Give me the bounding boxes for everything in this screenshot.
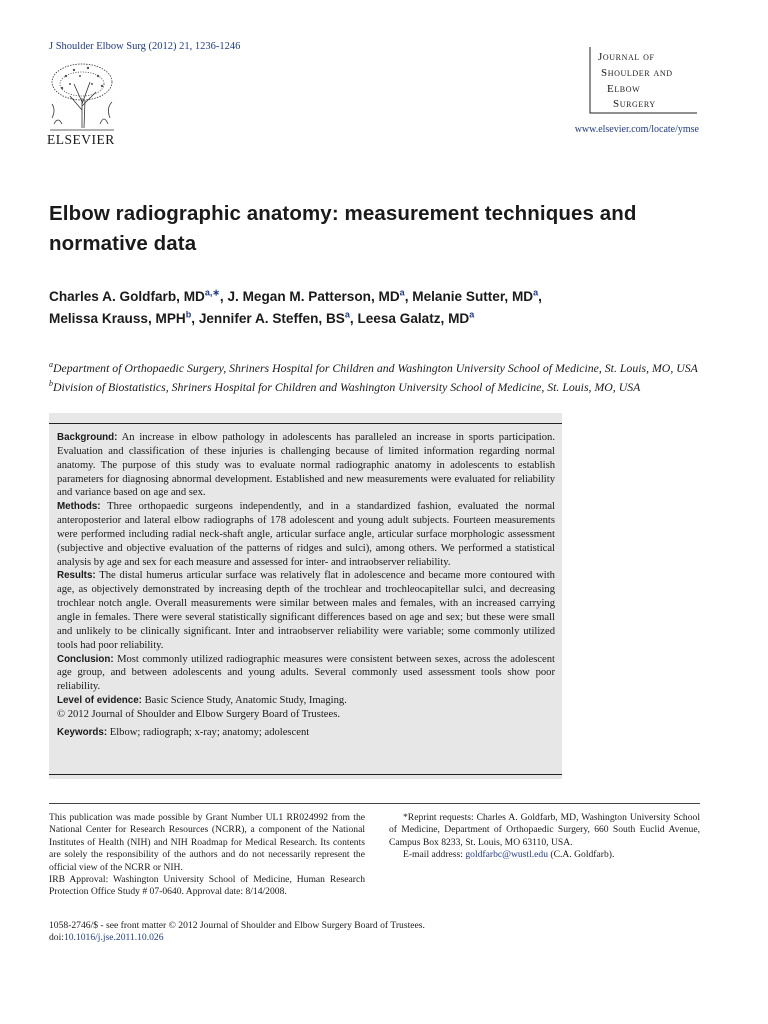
section-text: Elbow; radiograph; x-ray; anatomy; adolescent [109,726,310,738]
journal-logo-line-3: Elbow [607,83,641,95]
doi-label: doi: [49,932,64,944]
abstract-bottom-rule [49,774,562,775]
abstract-copyright: © 2012 Journal of Shoulder and Elbow Surgery Board of Trustees. [57,708,340,720]
section-text: Most commonly utilized radiographic measures were consistent between sexes, across the adolescent age group, and between adolescents and young adults. Several commonly used assessment tools show poor reliability. [57,653,555,693]
author-affiliation-marker[interactable]: b [185,309,192,320]
funding-note: This publication was made possible by Grant Number UL1 RR024992 from the National Center for Research Resources (NCRR), a component of the National Institutes of Health (NIH) and NIH Roadmap for Medical Research. Its contents are solely the responsibility of the authors and do not necessarily represent the official view of the NCRR or NIH. [49,812,365,873]
email-owner: (C.A. Goldfarb). [550,849,615,861]
section-label: Methods: [57,501,101,513]
author-name: Jennifer A. Steffen, BS [198,311,345,326]
footnote-funding-column [49,812,365,899]
author-affiliation-marker[interactable]: a,∗ [204,287,220,298]
author-affiliation-marker[interactable]: a [469,309,475,320]
affiliation-text: Division of Biostatistics, Shriners Hospital for Children and Washington University School of Medicine, St. Louis, MO, USA [53,379,641,394]
author-affiliation-marker[interactable]: a [399,287,405,298]
journal-logo-line-4: Surgery [613,98,656,110]
section-label: Keywords: [57,726,108,738]
author-name: Leesa Galatz, MD [357,311,470,326]
doi-link[interactable]: 10.1016/j.jse.2011.10.026 [63,932,164,944]
author-name: Charles A. Goldfarb, MD [49,289,205,304]
article-title: Elbow radiographic anatomy: measurement techniques and normative data [49,202,637,255]
affiliation-b [49,376,709,395]
section-text: Basic Science Study, Anatomic Study, Imaging. [144,695,347,707]
journal-logo-line-2: Shoulder and [601,67,673,79]
abstract-conclusion [57,653,555,695]
abstract-background [57,431,555,500]
section-text: The distal humerus articular surface was relatively flat in adolescence and became more contoured with age, as objectively demonstrated by increasing depth of the trochlear and trochleocapitellar sulci, and decreasing trochlear notch angle. Overall measurements were similar between males and females, with an increased carrying angle in females. There were several statistically significant differences based on age and sex; but these were small and unlikely to be clinically significant. Inter and intraobserver reliability were variable; some commonly utilized tools had poor reliability. [57,570,555,651]
email-label: E-mail address: [403,849,463,861]
author-list: Charles A. Goldfarb, $MD^{a,∗}$, J. Megan M. Patterson, $MD^a$, Melanie Sutter, $MD^a$, Melissa Krauss, MPH$^b$, Jennifer A. Steffen, $BS^a$, Leesa Galatz, $MD^a$ [49,287,542,326]
email-line [389,849,700,861]
affiliations [49,357,709,395]
footnote-reprint-column [389,812,700,862]
doi-line [49,932,709,944]
journal-logo [589,45,699,117]
section-label: Level of evidence: [57,695,142,707]
footnote-divider [49,803,700,804]
journal-url-link[interactable]: www.elsevier.com/locate/ymse [574,124,699,135]
abstract-level-of-evidence [57,694,555,708]
front-matter [49,920,709,945]
issn-line: 1058-2746/$ - see front matter © 2012 Journal of Shoulder and Elbow Surgery Board of Trustees. [49,920,425,931]
author-name: Melanie Sutter, MD [412,289,534,304]
abstract-methods [57,500,555,569]
section-label: Results: [57,570,96,582]
journal-citation: J Shoulder Elbow Surg (2012) 21, 1236-1246 [49,41,241,52]
abstract-results [57,569,555,652]
abstract-top-rule [49,423,562,424]
affiliation-marker: b [49,378,53,388]
elsevier-wordmark: ELSEVIER [47,132,115,147]
section-label: Conclusion: [57,653,114,665]
author-affiliation-marker[interactable]: a [344,309,350,320]
irb-note: IRB Approval: Washington University School of Medicine, Human Research Protection Office Study # 07-0640. Approval date: 8/14/2008. [49,874,365,898]
abstract-box [49,413,562,779]
abstract-text [57,431,555,740]
affiliation-marker: a [49,360,53,369]
reprint-note: *Reprint requests: Charles A. Goldfarb, MD, Washington University School of Medicine, Department of Orthopaedic Surgery, 660 South Euclid Avenue, Campus Box 8233, St. Louis, MO 63110, USA. [389,812,700,848]
email-link[interactable]: goldfarbc@wustl.edu [465,849,548,861]
journal-logo-line-1: Journal of [598,51,655,63]
author-name: Melissa Krauss, MPH [49,311,186,326]
author-name: J. Megan M. Patterson, MD [227,289,400,304]
section-text: An increase in elbow pathology in adolescents has paralleled an increase in sports participation. Evaluation and classification of these injuries is challenging because of limited information regarding normal anatomy. The purpose of this study was to evaluate normal radiographic anatomy in adolescents to establish parameters for diagnosing abnormal development. Established and new measurements were evaluated for reliability and variance based on age and sex. [57,432,555,499]
abstract-keywords [57,726,555,740]
section-text: Three orthopaedic surgeons independently, and in a standardized fashion, evaluated the normal anteroposterior and lateral elbow radiographs of 178 adolescent and young adult subjects. Fourteen measurements were performed including radial neck-shaft angle, articular surface angle, articular surface morphologic assessment (subjective and objective evaluation of the patterns of ridges and sulci), among others. We performed a statistical analysis by age and sex for each measure and assessed for inter- and intraobserver reliability. [57,501,555,568]
section-label: Background: [57,432,118,443]
affiliation-a [49,357,709,376]
author-affiliation-marker[interactable]: a [533,287,539,298]
affiliation-text: Department of Orthopaedic Surgery, Shriners Hospital for Children and Washington University School of Medicine, St. Louis, MO, USA [53,360,698,375]
